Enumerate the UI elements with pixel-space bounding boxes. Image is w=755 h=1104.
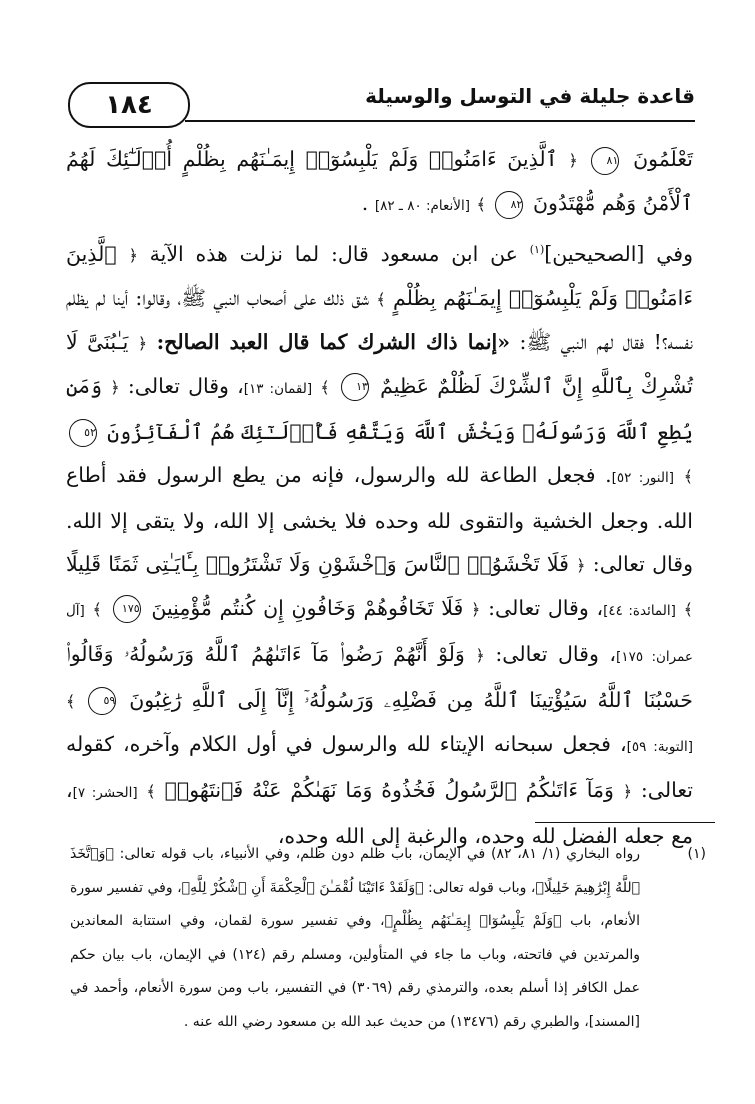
paragraph-1	[66, 138, 693, 228]
quran-open-brace: ﴿	[128, 245, 138, 265]
quran-close-brace: ﴾	[92, 599, 102, 619]
quran-close-brace: ﴾	[683, 599, 693, 619]
surah-reference: [الأنعام: ٨٠ ـ ٨٢]	[374, 198, 471, 214]
text-run: شق ذلك على أصحاب النبي ﷺ، وقالوا: أينا لم يظلم نفسه؟! فقال لهم النبي ﷺ:	[66, 285, 693, 354]
main-text	[66, 138, 693, 858]
quran-open-brace: ﴿	[622, 781, 633, 801]
quran-text: يَـٰبُنَىَّ لَا تُشْرِكْ بِٱللَّهِ إِنَّ ٱلشِّرْكَ لَظُلْمٌ عَظِيمٌ	[66, 329, 693, 398]
quran-text: فَلَا تَخَافُوهُمْ وَخَافُونِ إِن كُنتُم مُّؤْمِنِينَ	[151, 595, 464, 620]
quran-close-brace: ﴾	[66, 691, 76, 711]
quran-open-brace: ﴿	[110, 377, 120, 397]
quran-open-brace: ﴿	[471, 599, 481, 619]
quran-text: وَمَآ ءَاتَىٰكُمُ ٱلرَّسُولُ فَخُذُوهُ وَمَا نَهَىٰكُمْ عَنْهُ فَٱنتَهُوا۟	[164, 777, 614, 802]
surah-reference: [المائدة: ٤٤]	[603, 602, 676, 619]
ayah-number-mark: ٥٢	[69, 419, 97, 447]
quran-close-brace: ﴾	[146, 781, 156, 801]
footnote-separator	[535, 822, 715, 823]
punctuation: .	[361, 191, 369, 215]
quran-text: ٱلَّذِينَ ءَامَنُوا۟ وَلَمْ يَلْبِسُوٓا۟ إِيمَـٰنَهُم بِظُلْمٍ أُو۟لَـٰٓئِكَ لَهُمُ ٱلْأَمْنُ وَهُم مُّهْتَدُونَ	[66, 147, 693, 215]
surah-reference: [آل عمران: ١٧٥]	[66, 602, 693, 665]
text-run: وفي [الصحيحين]	[544, 241, 693, 266]
quran-close-brace: ﴾	[320, 377, 330, 397]
quran-text: ٱلَّذِينَ ءَامَنُوا۟ وَلَمْ يَلْبِسُوٓا۟ إِيمَـٰنَهُم بِظُلْمٍ	[66, 241, 693, 310]
ayah-number-mark: ١٣	[341, 373, 369, 401]
quran-close-brace: ﴾	[376, 289, 386, 309]
surah-reference: [النور: ٥٢]	[611, 469, 675, 486]
quran-open-brace: ﴿	[475, 645, 485, 665]
surah-reference: [الحشر: ٧]	[72, 784, 138, 801]
footnote-marker: (١)	[529, 243, 545, 256]
quran-open-brace: ﴿	[576, 555, 586, 575]
surah-reference: [لقمان: ١٣]	[243, 380, 313, 397]
quran-open-brace: ﴿	[568, 151, 578, 170]
page-header	[60, 82, 695, 122]
ayah-number-mark: ٥٩	[88, 687, 116, 715]
hadith-text: «إنما ذاك الشرك كما قال العبد الصالح:	[156, 329, 511, 354]
text-run: . فجعل الطاعة لله والرسول، فإنه من يطع الرسول فقد أطاع الله. وجعل الخشية والتقوى لله وحده فلا يخشى إلا الله، ولا يتقى إلا الله. وقال تعالى:	[66, 462, 693, 576]
text-run: ، فجعل سبحانه الإيتاء لله والرسول في أول الكلام وآخره، كقوله تعالى:	[66, 731, 693, 802]
footnote-text: رواه البخاري (١/ ٨١، ٨٢) في الإيمان، باب ظلم دون ظلم، وفي الأنبياء، باب قوله تعالى: ﴿وَٱتَّخَذَ ٱللَّهُ إِبْرَٰهِيمَ خَلِيلًا﴾، وباب قوله تعالى: ﴿وَلَقَدْ ءَاتَيْنَا لُقْمَـٰنَ ٱلْحِكْمَةَ أَنِ ٱشْكُرْ لِلَّهِ﴾، وفي تفسير سورة الأنعام، باب ﴿وَلَمْ يَلْبِسُوٓا۟ إِيمَـٰنَهُم بِظُلْمٍ﴾، وفي تفسير سورة لقمان، وفي استتابة المعاندين والمرتدين في فاتحته، وباب ما جاء في المتأولين، ومسلم رقم (١٢٤) في الإيمان، باب بيان حكم عمل الكافر إذا أسلم بعده، والترمذي رقم (٣٠٦٩) في التفسير، باب ومن سورة الأنعام، وأحمد في [المسند]، والطبري رقم (١٣٤٧٦) من حديث عبد الله بن مسعود رضي الله عنه .	[70, 846, 641, 1030]
text-run: ، وقال تعالى:	[495, 641, 617, 666]
surah-reference: [التوبة: ٥٩]	[626, 738, 693, 755]
quran-text: فَلَا تَخْشَوُا۟ ٱلنَّاسَ وَٱخْشَوْنِ وَلَا تَشْتَرُوا۟ بِـَٔايَـٰتِى ثَمَنًا قَلِيلًا	[66, 551, 569, 576]
text-run: ، وقال تعالى:	[127, 373, 244, 398]
ayah-number-mark: ٨١	[591, 147, 619, 175]
text-run: ، مع جعله الفضل لله وحده، والرغبة إلى الله وحده،	[66, 777, 693, 848]
header-rule	[185, 120, 695, 122]
quran-text: وَمَن يُطِعِ ٱللَّهَ وَرَسُولَهُۥ وَيَخْشَ ٱللَّهَ وَيَتَّقْهِ فَأُو۟لَـٰٓئِكَ هُمُ ٱلْفَآئِزُونَ	[66, 373, 693, 444]
ayah-number-mark: ٨٢	[495, 191, 523, 219]
quran-close-brace: ﴾	[476, 195, 486, 214]
ayah-number-mark: ١٧٥	[113, 595, 141, 623]
text-run: ، وقال تعالى:	[488, 595, 604, 620]
text-run: عن ابن مسعود قال: لما نزلت هذه الآية	[149, 241, 518, 266]
page-number: ١٨٤	[68, 82, 190, 128]
quran-text: تَعْلَمُونَ	[633, 147, 693, 171]
paragraph-2	[66, 228, 693, 858]
quran-open-brace: ﴿	[137, 333, 148, 353]
footnote-number: (١)	[687, 846, 706, 862]
quran-text: وَلَوْ أَنَّهُمْ رَضُوا۟ مَآ ءَاتَىٰهُمُ ٱللَّهُ وَرَسُولُهُۥ وَقَالُوا۟ حَسْبُنَا ٱللَّهُ سَيُؤْتِينَا ٱللَّهُ مِن فَضْلِهِۦ وَرَسُولُهُۥٓ إِنَّآ إِلَى ٱللَّهِ رَٰغِبُونَ	[66, 641, 693, 712]
quran-close-brace: ﴾	[683, 466, 693, 486]
running-title: قاعدة جليلة في التوسل والوسيلة	[365, 84, 695, 108]
